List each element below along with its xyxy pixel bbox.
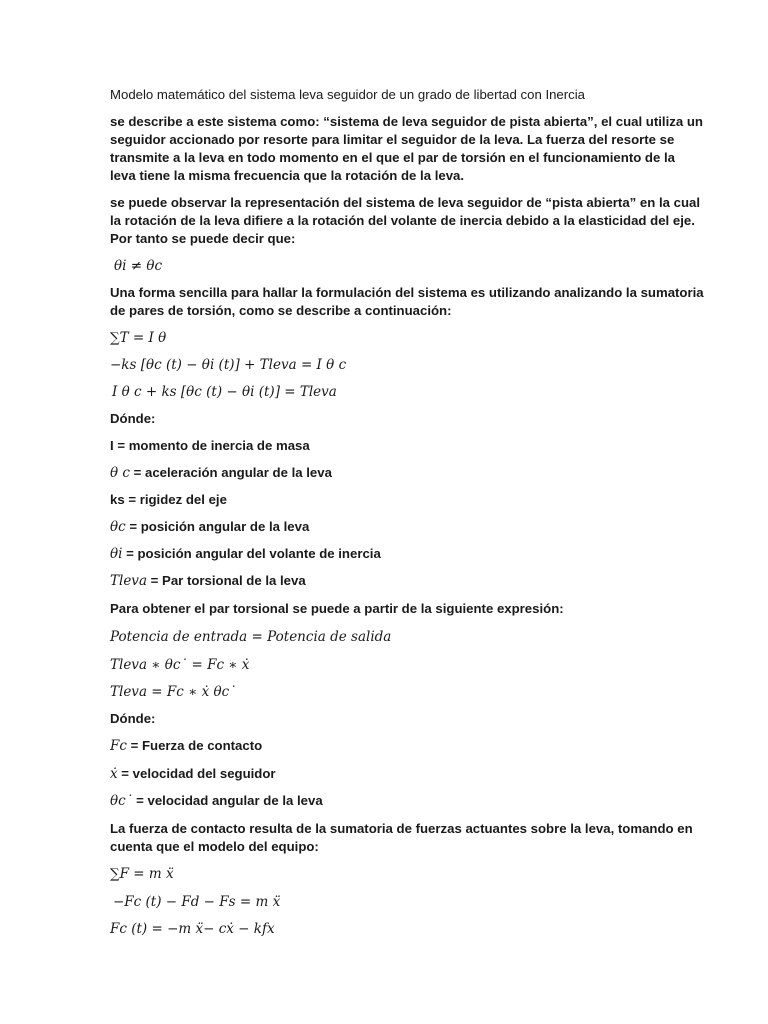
equation-contact-force: Fc (t) = −m ẍ− cẋ − kfx [110, 921, 275, 937]
definition-cam-torque [110, 572, 306, 590]
theta-c-dot-symbol: θc˙ [110, 793, 133, 809]
definition-follower-velocity [110, 765, 276, 783]
donde-label-1: Dónde: [110, 411, 156, 426]
fc-symbol: Fc [110, 738, 127, 754]
document-title: Modelo matemático del sistema leva seguidor de un grado de libertad con Inercia [110, 87, 586, 102]
definition-flywheel-position-text: = posición angular del volante de inercia [122, 546, 381, 561]
equation-torque-sum: ∑T = I θ [110, 330, 167, 346]
equation-torque-balance: −ks [θc (t) − θi (t)] + Tleva = I θ c [110, 357, 347, 373]
equation-force-balance: −Fc (t) − Fd − Fs = m ẍ [113, 894, 281, 910]
definition-flywheel-position [110, 545, 381, 563]
equation-power-product: Tleva ∗ θc˙ = Fc ∗ ẋ [110, 657, 250, 673]
x-dot-symbol: ẋ [110, 766, 118, 782]
paragraph-3-line-2: de pares de torsión, como se describe a continuación: [110, 303, 452, 318]
paragraph-2-line-1: se puede observar la representación del sistema de leva seguidor de “pista abierta” en la cual [110, 195, 701, 210]
theta-c-symbol: θc [110, 519, 126, 535]
definition-cam-angular-velocity [110, 792, 323, 810]
theta-i-symbol: θi [110, 546, 123, 562]
equation-theta-inequality: θi ≠ θc [114, 258, 163, 274]
tleva-symbol: Tleva [110, 573, 147, 589]
equation-torque-rearranged: I θ c + ks [θc (t) − θi (t)] = Tleva [112, 384, 337, 400]
definition-cam-angular-velocity-text: = velocidad angular de la leva [132, 793, 323, 808]
paragraph-5-line-1: La fuerza de contacto resulta de la sumatoria de fuerzas actuantes sobre la leva, tomando en [110, 821, 693, 836]
definition-cam-position-text: = posición angular de la leva [125, 519, 310, 534]
definition-angular-acceleration [110, 464, 332, 482]
equation-torque-expression: Tleva = Fc ∗ ẋ θc˙ [110, 684, 236, 700]
equation-force-sum: ∑F = m ẍ [110, 866, 174, 882]
definition-inertia: I = momento de inercia de masa [110, 438, 310, 453]
paragraph-4: Para obtener el par torsional se puede a partir de la siguiente expresión: [110, 601, 564, 616]
paragraph-5-line-2: cuenta que el modelo del equipo: [110, 839, 319, 854]
definition-stiffness: ks = rigidez del eje [110, 492, 227, 507]
definition-cam-position [110, 518, 309, 536]
theta-c-acceleration-symbol: θ c [110, 465, 130, 481]
definition-contact-force [110, 737, 262, 755]
paragraph-1-line-1: se describe a este sistema como: “sistema de leva seguidor de pista abierta”, el cual utiliza un [110, 114, 703, 129]
equation-power-balance: Potencia de entrada = Potencia de salida [110, 629, 392, 645]
paragraph-1-line-4: leva tiene la misma frecuencia que la rotación de la leva. [110, 168, 465, 183]
definition-contact-force-text: = Fuerza de contacto [126, 738, 263, 753]
definition-follower-velocity-text: = velocidad del seguidor [117, 766, 276, 781]
paragraph-2-line-2: la rotación de la leva difiere a la rotación del volante de inercia debido a la elasticidad del eje. [110, 213, 695, 228]
paragraph-1-line-3: transmite a la leva en todo momento en el que el par de torsión en el funcionamiento de la [110, 150, 675, 165]
paragraph-2-line-3: Por tanto se puede decir que: [110, 231, 296, 246]
paragraph-3-line-1: Una forma sencilla para hallar la formulación del sistema es utilizando analizando la sumatoria [110, 285, 704, 300]
donde-label-2: Dónde: [110, 711, 156, 726]
definition-angular-acceleration-text: = aceleración angular de la leva [129, 465, 332, 480]
definition-cam-torque-text: = Par torsional de la leva [147, 573, 306, 588]
paragraph-1-line-2: seguidor accionado por resorte para limitar el seguidor de la leva. La fuerza del resorte se [110, 132, 675, 147]
